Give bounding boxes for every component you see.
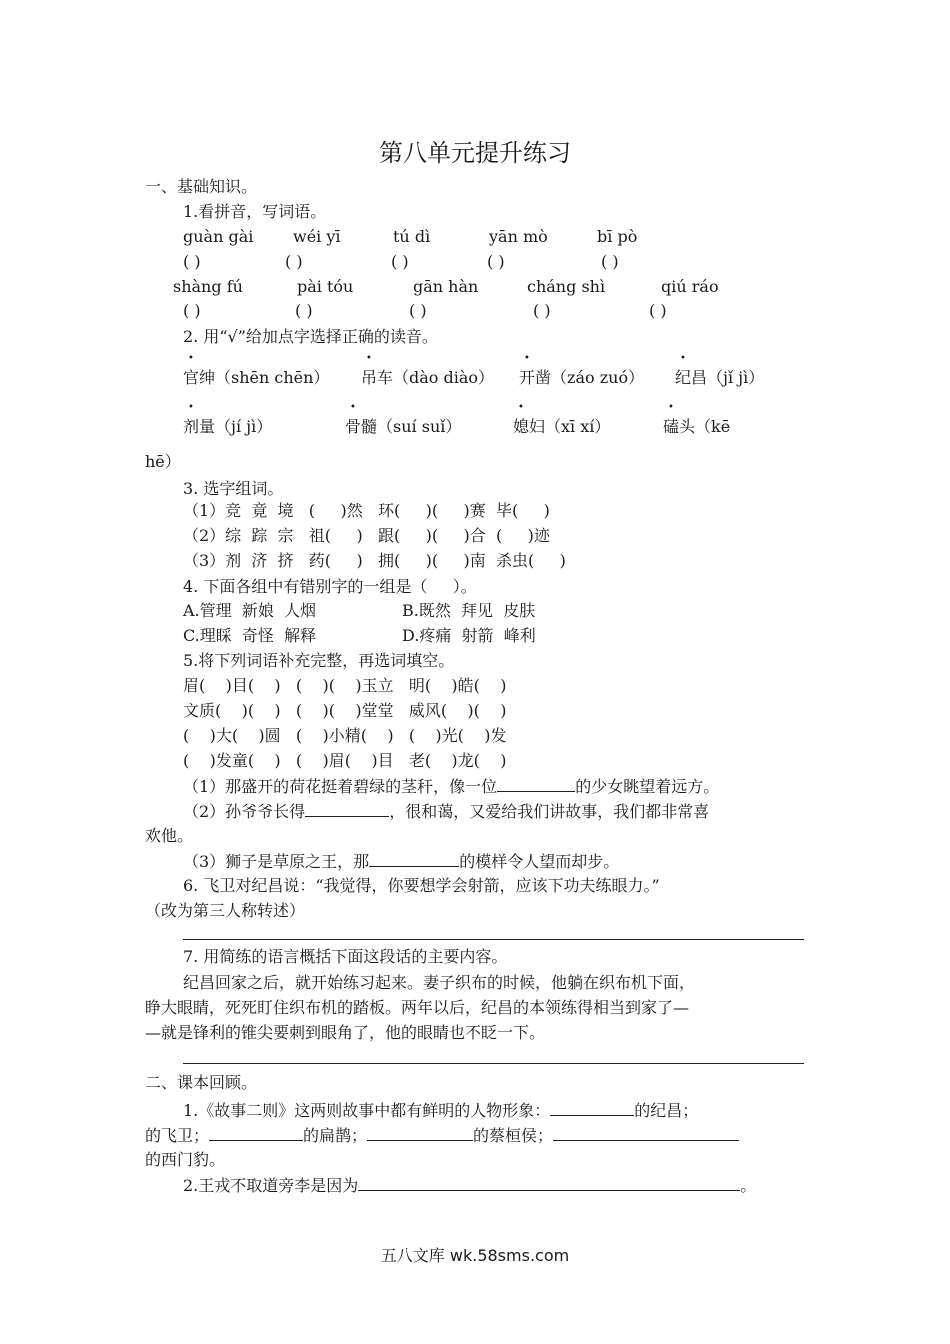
footer-watermark: 五八文库 wk.58sms.com [380, 1246, 570, 1265]
pinyin: qiú ráo [661, 277, 719, 296]
answer-line[interactable] [183, 939, 804, 940]
fill-blank[interactable] [305, 800, 389, 817]
fill-blank[interactable] [553, 1124, 739, 1141]
sentence-text: （1）那盛开的荷花挺着碧绿的茎秆，像一位 [183, 777, 498, 796]
fill-blank[interactable] [367, 1124, 473, 1141]
reading-item [675, 367, 805, 389]
sentence-text: 的飞卫； [145, 1126, 210, 1145]
reading-item [361, 367, 519, 389]
q6-line-1: 6. 飞卫对纪昌说：“我觉得，你要想学会射箭，应该下功夫练眼力。” [183, 876, 660, 895]
answer-paren: ( ) [285, 252, 303, 271]
q4-option-a: A.管理 新娘 人烟 [183, 601, 316, 620]
sentence-text: 1.《故事二则》这两则故事中都有鲜明的人物形象： [183, 1101, 551, 1120]
dotted-char: 媳 [513, 417, 530, 436]
q5-row-1: 眉( )目( ) ( )( )玉立 明( )皓( ) [183, 676, 507, 695]
section-2-heading: 二、课本回顾。 [145, 1073, 258, 1092]
q5-row-2: 文质( )( ) ( )( )堂堂 威风( )( ) [183, 701, 507, 720]
reading-row-2 [183, 416, 773, 438]
page-title: 第八单元提升练习 [379, 139, 571, 167]
dotted-char: 开 [519, 368, 536, 387]
pinyin: bī pò [597, 227, 638, 246]
answer-row-1 [183, 251, 681, 273]
pinyin: pài tóu [297, 277, 354, 296]
reading-options: 凿（záo zuó） [535, 368, 645, 387]
s2-q1-line-2 [145, 1124, 739, 1147]
q1-label: 1.看拼音，写词语。 [183, 202, 327, 221]
q5-label: 5.将下列词语补充完整，再选词填空。 [183, 651, 455, 670]
q4-option-c: C.理睬 奇怪 解释 [183, 626, 317, 645]
q7-paragraph-line-1: 纪昌回家之后，就开始练习起来。妻子织布的时候，他躺在织布机下面， [183, 973, 696, 992]
fill-blank[interactable] [358, 1174, 740, 1191]
reading-item [345, 416, 513, 438]
dotted-char: 剂 [183, 417, 200, 436]
q2-label: 2. 用“√”给加点字选择正确的读音。 [183, 327, 438, 346]
answer-paren: ( ) [533, 301, 551, 320]
sentence-text: 的模样令人望而却步。 [459, 852, 620, 871]
s2-q2 [183, 1174, 756, 1197]
reading-options: 髓（suí suǐ） [361, 417, 462, 436]
dotted-char: 骨 [345, 417, 362, 436]
q4-option-d: D.疼痛 射箭 峰利 [402, 626, 536, 645]
q3-row-3: （3）剂 济 挤 药( ) 拥( )( )南 杀虫( ) [183, 551, 566, 570]
pinyin: gān hàn [413, 277, 479, 296]
pinyin: shàng fú [173, 277, 243, 296]
answer-paren: ( ) [601, 252, 619, 271]
q5-sentence-1 [183, 775, 719, 798]
reading-row-1 [183, 367, 805, 389]
fill-blank[interactable] [497, 775, 575, 792]
q5-sentence-2-wrap: 欢他。 [145, 826, 194, 845]
reading-options: 车（dào diào） [377, 368, 495, 387]
pinyin: guàn gài [183, 227, 254, 246]
sentence-text: 。 [740, 1176, 757, 1195]
pinyin: yān mò [489, 227, 548, 246]
answer-line[interactable] [183, 1063, 804, 1064]
pinyin: wéi yī [293, 227, 341, 246]
q5-row-4: ( )发童( ) ( )眉( )目 老( )龙( ) [183, 751, 507, 770]
q7-paragraph-line-2: 睁大眼睛，死死盯住织布机的踏板。两年以后，纪昌的本领练得相当到家了— [145, 998, 690, 1017]
pinyin-row-2 [173, 276, 741, 298]
reading-options: 量（jí jì） [199, 417, 273, 436]
q3-row-2: （2）综 踪 宗 祖( ) 跟( )( )合 ( )迹 [183, 526, 550, 545]
reading-wrap: hē） [145, 452, 181, 471]
reading-item [519, 367, 675, 389]
sentence-text: 的扁鹊； [303, 1126, 368, 1145]
answer-row-2 [183, 300, 729, 322]
reading-options: 绅（shēn chēn） [199, 368, 330, 387]
answer-paren: ( ) [391, 252, 409, 271]
fill-blank[interactable] [550, 1099, 634, 1116]
sentence-text: 2.王戎不取道旁李是因为 [183, 1176, 359, 1195]
reading-options: 妇（xī xí） [529, 417, 611, 436]
section-1-heading: 一、基础知识。 [145, 177, 258, 196]
q4-label: 4. 下面各组中有错别字的一组是（ ）。 [183, 577, 477, 596]
reading-item [663, 416, 773, 438]
q5-sentence-2 [183, 800, 709, 823]
dotted-char: 吊 [361, 368, 378, 387]
q7-label: 7. 用简练的语言概括下面这段话的主要内容。 [183, 947, 508, 966]
pinyin: cháng shì [527, 277, 606, 296]
sentence-text: 的纪昌； [634, 1101, 699, 1120]
dotted-char: 磕 [663, 417, 680, 436]
pinyin-row-1 [183, 226, 677, 248]
answer-paren: ( ) [295, 301, 313, 320]
dotted-char: 纪 [675, 368, 692, 387]
dotted-char: 官 [183, 368, 200, 387]
fill-blank[interactable] [209, 1124, 303, 1141]
reading-options: 头（kē [679, 417, 731, 436]
q3-row-1: （1）竞 竟 境 ( )然 环( )( )赛 毕( ) [183, 501, 550, 520]
sentence-text: ，很和蔼，又爱给我们讲故事，我们都非常喜 [389, 802, 710, 821]
sentence-text: （2）孙爷爷长得 [183, 802, 306, 821]
s2-q1-line-1 [183, 1099, 698, 1122]
reading-item [183, 367, 361, 389]
q7-paragraph-line-3: —就是锋利的锥尖要刺到眼角了，他的眼睛也不眨一下。 [145, 1023, 546, 1042]
pinyin: tú dì [393, 227, 431, 246]
answer-paren: ( ) [487, 252, 505, 271]
answer-paren: ( ) [183, 252, 201, 271]
q6-line-2: （改为第三人称转述） [145, 901, 306, 920]
reading-item [513, 416, 663, 438]
answer-paren: ( ) [649, 301, 667, 320]
reading-item [183, 416, 345, 438]
answer-paren: ( ) [183, 301, 201, 320]
sentence-text: （3）狮子是草原之王，那 [183, 852, 370, 871]
fill-blank[interactable] [369, 850, 459, 867]
q4-option-b: B.既然 拜见 皮肤 [402, 601, 536, 620]
reading-options: 昌（jǐ jì） [691, 368, 765, 387]
q3-label: 3. 选字组词。 [183, 479, 284, 498]
answer-paren: ( ) [409, 301, 427, 320]
s2-q1-line-3: 的西门豹。 [145, 1150, 226, 1169]
sentence-text: 的蔡桓侯； [473, 1126, 554, 1145]
q5-row-3: ( )大( )圆 ( )小精( ) ( )光( )发 [183, 726, 507, 745]
sentence-text: 的少女眺望着远方。 [575, 777, 720, 796]
q5-sentence-3 [183, 850, 619, 873]
